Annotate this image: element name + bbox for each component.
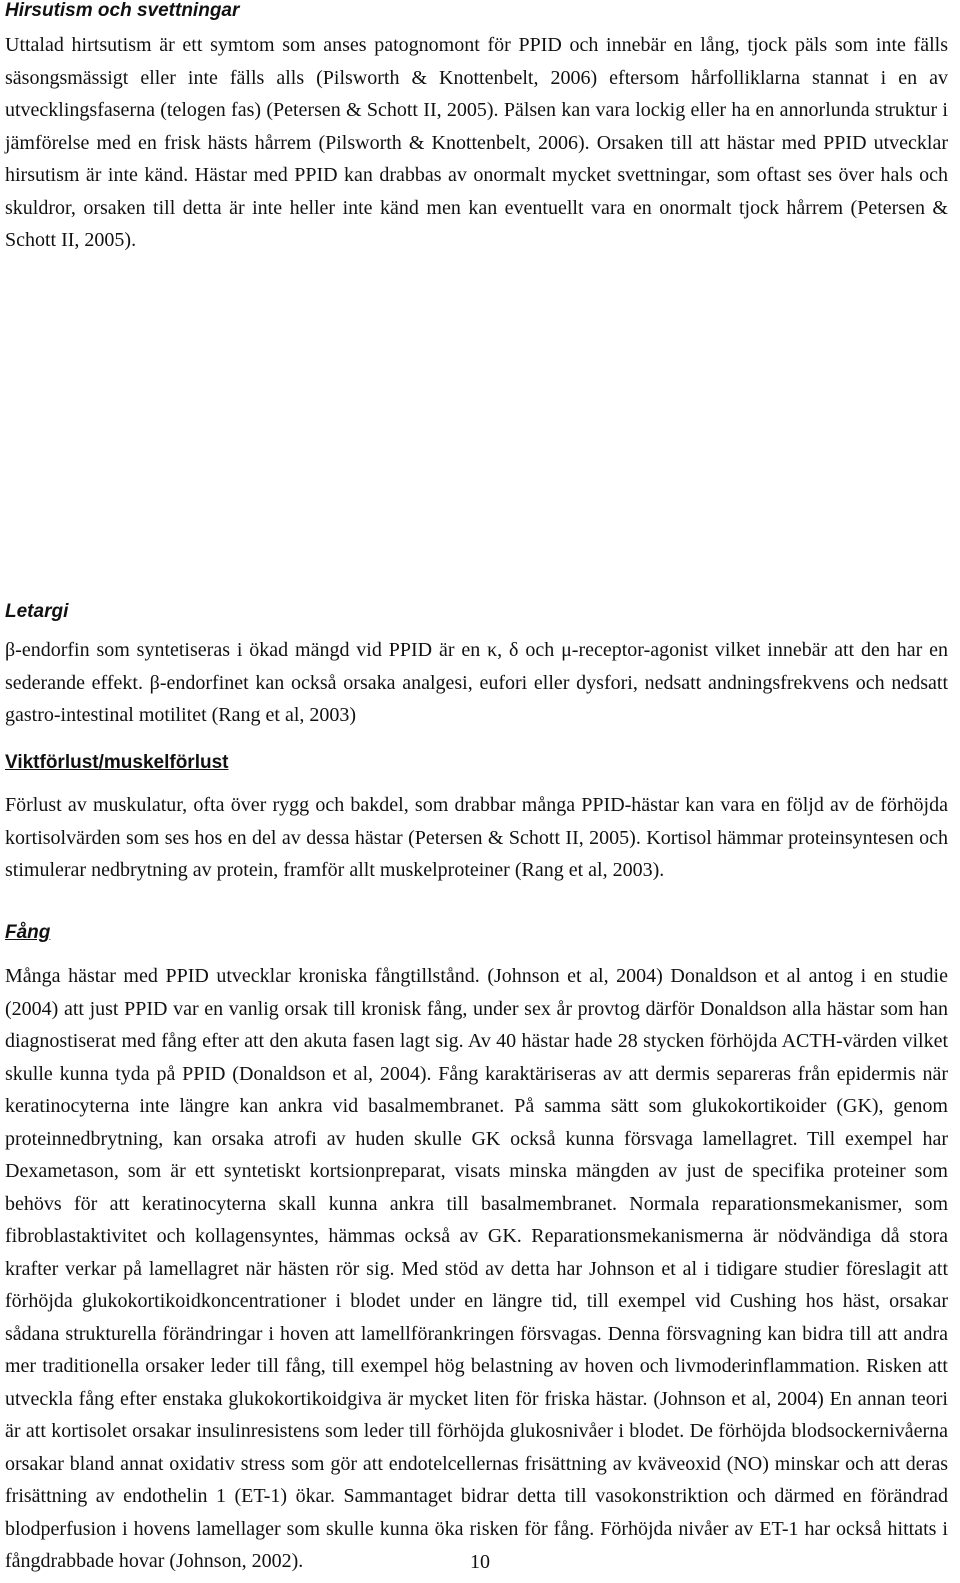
- section-heading-viktforlust: Viktförlust/muskelförlust: [5, 752, 229, 773]
- page-number: 10: [470, 1551, 490, 1573]
- section-paragraph-viktforlust: Förlust av muskulatur, ofta över rygg och bakdel, som drabbar många PPID-hästar kan vara en följd av de förhöjda kortisolvärden som ses hos en del av dessa hästar (Petersen & Schott II, 2005). Kortisol hämmar proteinsyntesen och stimulerar nedbrytning av protein, framför allt muskelproteiner (Rang et al, 2003).: [5, 794, 948, 881]
- section-paragraph-fang: Många hästar med PPID utvecklar kroniska fångtillstånd. (Johnson et al, 2004) Donaldson et al antog i en studie (2004) att just PPID var en vanlig orsak till kronisk fång, under sex år provtog därför Donaldson alla hästar som han diagnostiserat med fång efter att den akuta fasen lagt sig. Av 40 hästar hade 28 stycken förhöjda ACTH-värden vilket skulle kunna tyda på PPID (Donaldson et al, 2004). Fång karaktäriseras av att dermis separeras från epidermis när keratinocyterna inte längre kan ankra vid basalmembranet. På samma sätt som glukokortikoider (GK), genom proteinnedbrytning, kan orsaka atrofi av huden skulle GK också kunna försvaga lamellagret. Till exempel har Dexametason, som är ett syntetiskt kortsionpreparat, visats minska mängden av just de specifika proteiner som behövs för att keratinocyterna skall kunna ankra till basalmembranet. Normala reparationsmekanismer, som fibroblastaktivitet och kollagensyntes, hämmas också av GK. Reparationsmekanismerna är nödvändiga då stora krafter verkar på lamellagret när hästen rör sig. Med stöd av detta har Johnson et al i tidigare studier föreslagit att förhöjda glukokortikoidkoncentrationer i blodet under en längre tid, till exempel vid Cushing hos häst, orsakar sådana strukturella förändringar i hoven att lamellförankringen försvagas. Denna försvagning kan bidra till att andra mer traditionella orsaker leder till fång, till exempel hög belastning av hoven och livmoderinflammation. Risken att utveckla fång efter enstaka glukokortikoidgiva är mycket liten för friska hästar. (Johnson et al, 2004) En annan teori är att kortisolet orsakar insulinresistens som leder till förhöjda glukosnivåer i blodet. De förhöjda blodsockernivåerna orsakar bland annat oxidativ stress som gör att endotelcellernas frisättning av kväveoxid (NO) minskar och att deras frisättning av endothelin 1 (ET-1) ökar. Sammantaget bidrar detta till vasokonstriktion och därmed en förändrad blodperfusion i hovens lamellager som skulle kunna öka risken för fång. Förhöjda nivåer av ET-1 har också hittats i fångdrabbade hovar (Johnson, 2002).: [5, 965, 948, 1572]
- section-paragraph-letargi: β-endorfin som syntetiseras i ökad mängd vid PPID är en κ, δ och μ-receptor-agonist vilket innebär att den har en sederande effekt. β-endorfinet kan också orsaka analgesi, eufori eller dysfori, nedsatt andningsfrekvens och nedsatt gastro-intestinal motilitet (Rang et al, 2003): [5, 639, 948, 726]
- section-paragraph-hirsutism: Uttalad hirtsutism är ett symtom som anses patognomont för PPID och innebär en lång, tjock päls som inte fälls säsongsmässigt eller inte fälls alls (Pilsworth & Knottenbelt, 2006) eftersom hårfolliklarna stannat i en av utvecklingsfaserna (telogen fas) (Petersen & Schott II, 2005). Pälsen kan vara lockig eller ha en annorlunda struktur i jämförelse med en frisk hästs hårrem (Pilsworth & Knottenbelt, 2006). Orsaken till att hästar med PPID utvecklar hirsutism är inte känd. Hästar med PPID kan drabbas av onormalt mycket svettningar, som oftast ses över hals och skuldror, orsaken till detta är inte heller inte känd men kan eventuellt vara en onormalt tjock hårrem (Petersen & Schott II, 2005).: [5, 34, 948, 251]
- section-heading-letargi: Letargi: [5, 601, 69, 622]
- section-heading-hirsutism: Hirsutism och svettningar: [5, 0, 240, 21]
- section-heading-fang: Fång: [5, 922, 51, 943]
